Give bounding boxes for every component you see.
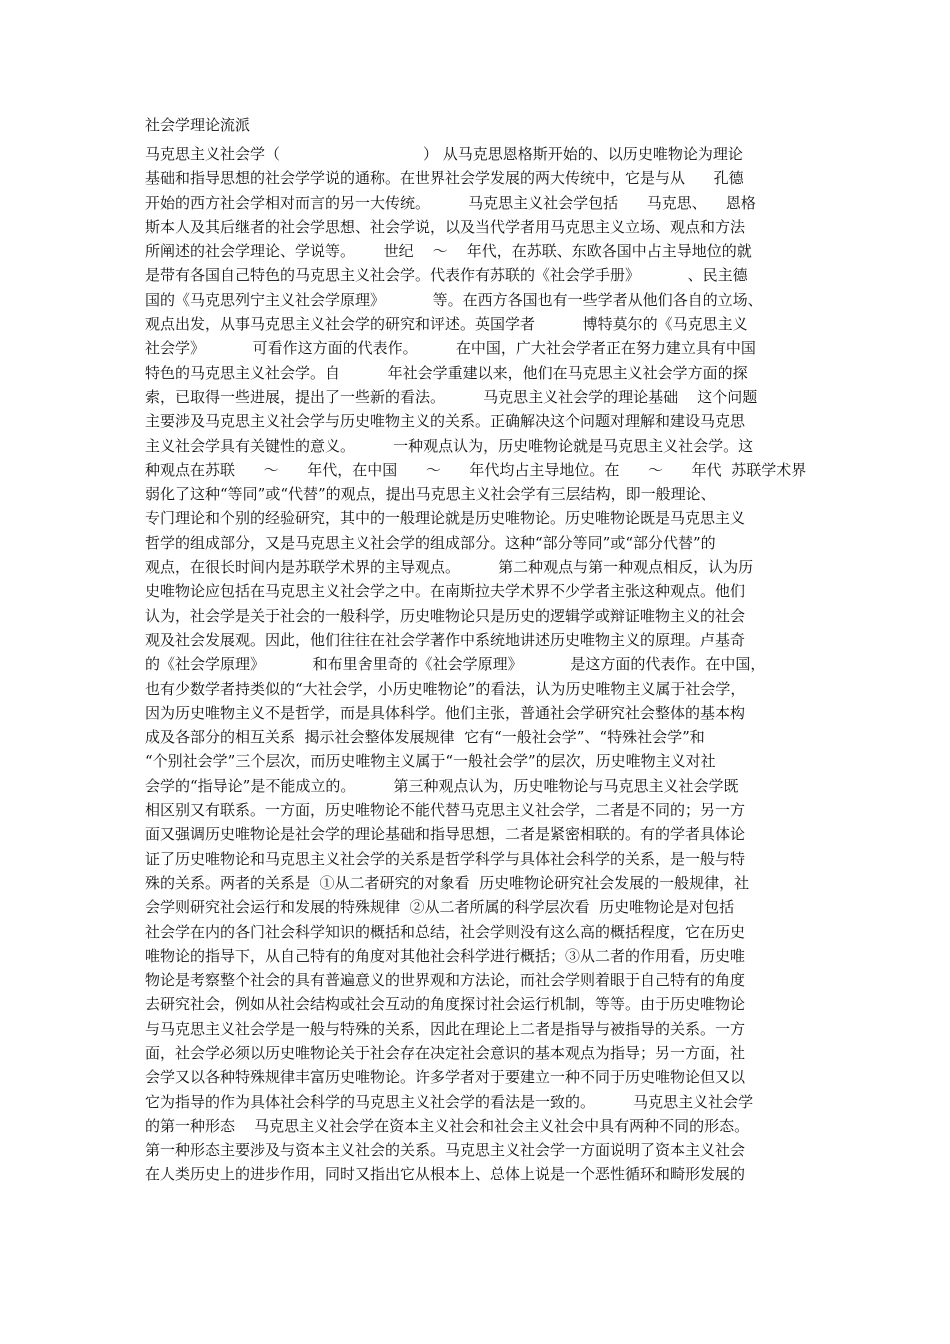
text-line: 开始的西方社会学相对而言的另一大传统。 马克思主义社会学包括 马克思、 恩格 [145, 193, 756, 212]
text-line: 相区别又有联系。一方面，历史唯物论不能代替马克思主义社会学，二者是不同的；另一方 [145, 801, 746, 820]
text-line: 专门理论和个别的经验研究，其中的一般理论就是历史唯物论。历史唯物论既是马克思主义 [145, 509, 746, 528]
text-line: 唯物论的指导下，从自己特有的角度对其他社会科学进行概括；③从二者的作用看，历史唯 [145, 946, 746, 965]
text-line: 观及社会发展观。因此，他们往往在社会学著作中系统地讲述历史唯物主义的原理。卢基奇 [145, 630, 746, 649]
text-line: 所阐述的社会学理论、学说等。 世纪 ～ 年代，在苏联、东欧各国中占主导地位的就 [145, 242, 752, 261]
text-line: 物论是考察整个社会的具有普遍意义的世界观和方法论，而社会学则着眼于自己特有的角度 [145, 971, 746, 990]
text-line: 会学又以各种特殊规律丰富历史唯物论。许多学者对于要建立一种不同于历史唯物论但又以 [145, 1068, 746, 1087]
text-line: 面又强调历史唯物论是社会学的理论基础和指导思想，二者是紧密相联的。有的学者具体论 [145, 825, 746, 844]
text-line: 成及各部分的相互关系 揭示社会整体发展规律 它有“一般社会学”、“特殊社会学”和 [145, 728, 705, 747]
text-line: 证了历史唯物论和马克思主义社会学的关系是哲学科学与具体社会科学的关系，是一般与特 [145, 849, 746, 868]
text-line: 也有少数学者持类似的“大社会学，小历史唯物论”的看法，认为历史唯物主义属于社会学， [145, 679, 746, 698]
text-line: 第一种形态主要涉及与资本主义社会的关系。马克思主义社会学一方面说明了资本主义社会 [145, 1141, 746, 1160]
text-line: 弱化了这种“等同”或“代替”的观点，提出马克思主义社会学有三层结构，即一般理论、 [145, 485, 716, 504]
text-line: 社会学在内的各门社会科学知识的概括和总结，社会学则没有这么高的概括程度，它在历史 [145, 922, 746, 941]
text-line: 在人类历史上的进步作用，同时又指出它从根本上、总体上说是一个恶性循环和畸形发展的 [145, 1165, 746, 1184]
text-line: 斯本人及其后继者的社会学思想、社会学说，以及当代学者用马克思主义立场、观点和方法 [145, 217, 746, 236]
text-line: 是带有各国自己特色的马克思主义社会学。代表作有苏联的《社会学手册》 、民主德 [145, 266, 748, 285]
text-line: 史唯物论应包括在马克思主义社会学之中。在南斯拉夫学术界不少学者主张这种观点。他们 [145, 582, 746, 601]
text-line: 国的《马克思列宁主义社会学原理》 等。在西方各国也有一些学者从他们各自的立场、 [145, 290, 763, 309]
text-line: 特色的马克思主义社会学。自 年社会学重建以来，他们在马克思主义社会学方面的探 [145, 363, 748, 382]
text-line: 社会学》 可看作这方面的代表作。 在中国，广大社会学者正在努力建立具有中国 [145, 339, 756, 358]
document-title: 社会学理论流派 [145, 116, 251, 134]
text-line: 认为，社会学是关于社会的一般科学，历史唯物论只是历史的逻辑学或辩证唯物主义的社会 [145, 606, 746, 625]
text-line: 会学则研究社会运行和发展的特殊规律 ②从二者所属的科学层次看 历史唯物论是对包括 [145, 898, 735, 917]
text-line: 基础和指导思想的社会学学说的通称。在世界社会学发展的两大传统中，它是与从 孔德 [145, 169, 744, 188]
text-line: 的《社会学原理》 和布里舍里奇的《社会学原理》 是这方面的代表作。在中国， [145, 655, 766, 674]
text-line: 因为历史唯物主义不是哲学，而是具体科学。他们主张，普通社会学研究社会整体的基本构 [145, 703, 746, 722]
text-line: 种观点在苏联 ～ 年代，在中国 ～ 年代均占主导地位。在 ～ 年代 苏联学术界 [145, 460, 807, 479]
text-line: 观点出发，从事马克思主义社会学的研究和评述。英国学者 博特莫尔的《马克思主义 [145, 315, 748, 334]
text-line: 马克思主义社会学（ ） 从马克思恩格斯开始的、以历史唯物论为理论 [145, 145, 743, 163]
text-line: 与马克思主义社会学是一般与特殊的关系，因此在理论上二者是指导与被指导的关系。一方 [145, 1019, 746, 1038]
text-line: 殊的关系。两者的关系是 ①从二者研究的对象看 历史唯物论研究社会发展的一般规律，社 [145, 873, 750, 892]
text-line: 哲学的组成部分，又是马克思主义社会学的组成部分。这种“部分等同”或“部分代替”的 [145, 533, 716, 552]
text-line: 会学的“指导论”是不能成立的。 第三种观点认为，历史唯物论与马克思主义社会学既 [145, 776, 739, 795]
document-body [145, 142, 811, 1187]
text-line: “个别社会学”三个层次，而历史唯物主义属于“一般社会学”的层次，历史唯物主义对社 [145, 752, 716, 771]
text-line: 去研究社会，例如从社会结构或社会互动的角度探讨社会运行机制，等等。由于历史唯物论 [145, 995, 746, 1014]
text-line: 主要涉及马克思主义社会学与历史唯物主义的关系。正确解决这个问题对理解和建设马克思 [145, 412, 746, 431]
text-line: 主义社会学具有关键性的意义。 一种观点认为，历史唯物论就是马克思主义社会学。这 [145, 436, 754, 455]
text-line: 观点，在很长时间内是苏联学术界的主导观点。 第二种观点与第一种观点相反，认为历 [145, 558, 754, 577]
text-line: 索，已取得一些进展，提出了一些新的看法。 马克思主义社会学的理论基础 这个问题 [145, 387, 758, 406]
text-line: 的第一种形态 马克思主义社会学在资本主义社会和社会主义社会中具有两种不同的形态。 [145, 1116, 750, 1135]
text-line: 面，社会学必须以历史唯物论关于社会存在决定社会意识的基本观点为指导；另一方面，社 [145, 1043, 746, 1062]
text-line: 它为指导的作为具体社会科学的马克思主义社会学的看法是一致的。 马克思主义社会学 [145, 1092, 754, 1111]
